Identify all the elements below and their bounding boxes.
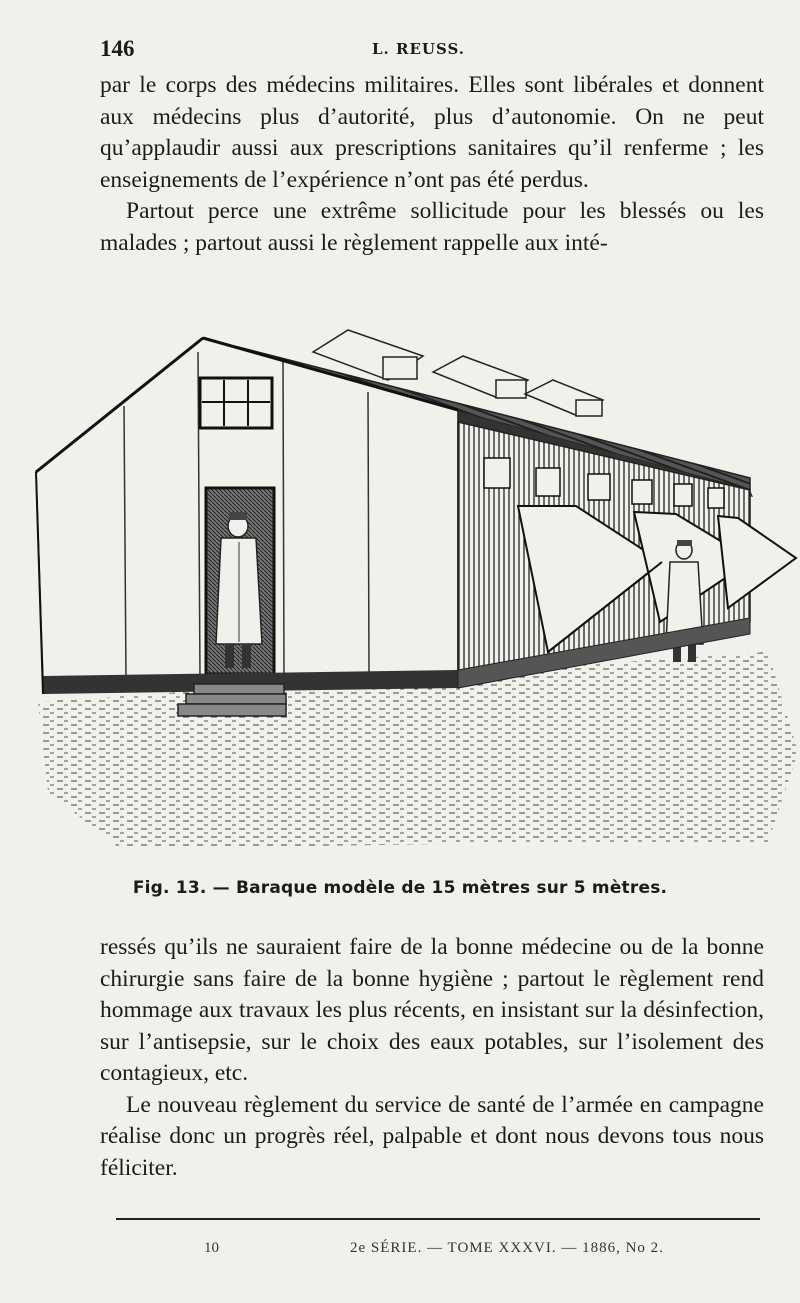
paragraph: Le nouveau règlement du service de santé de l’armée en campagne réalise donc un progrès réel, palpable et dont nous devons tous nous féliciter. — [100, 1091, 764, 1181]
series-line: 2e SÉRIE. — TOME XXXVI. — 1886, No 2. — [350, 1240, 664, 1256]
text-block-bottom — [100, 932, 764, 1184]
entrance-steps — [178, 684, 286, 716]
footer-rule — [116, 1218, 760, 1220]
signature-mark: 10 — [204, 1240, 219, 1256]
page-footer — [0, 1236, 800, 1266]
paragraph: par le corps des médecins militaires. Elles sont libérales et donnent aux médecins plus d’autorité, plus d’autonomie. On ne peut qu’applaudir aussi aux prescriptions sanitaires qu’il renferme ; les enseignements de l’expérience n’ont pas été perdus. — [100, 72, 764, 193]
page-number: 146 — [100, 36, 135, 61]
paragraph: ressés qu’ils ne sauraient faire de la bonne médecine ou de la bonne chirurgie sans faire de la bonne hygiène ; partout le règlement rend hommage aux travaux les plus récents, en insistant sur la désinfection, sur l’antisepsie, sur le choix des eaux potables, sur l’isolement des contagieux, etc. — [100, 934, 764, 1086]
running-head: L. REUSS. — [372, 40, 465, 58]
barrack-engraving — [28, 322, 798, 862]
paragraph: Partout perce une extrême sollicitude pour les blessés ou les malades ; partout aussi le règlement rappelle aux inté- — [100, 198, 764, 256]
page-header — [100, 36, 760, 66]
barrack-illustration — [28, 322, 798, 862]
text-block-top — [100, 70, 764, 259]
figure-caption: Fig. 13. — Baraque modèle de 15 mètres sur 5 mètres. — [132, 878, 668, 898]
